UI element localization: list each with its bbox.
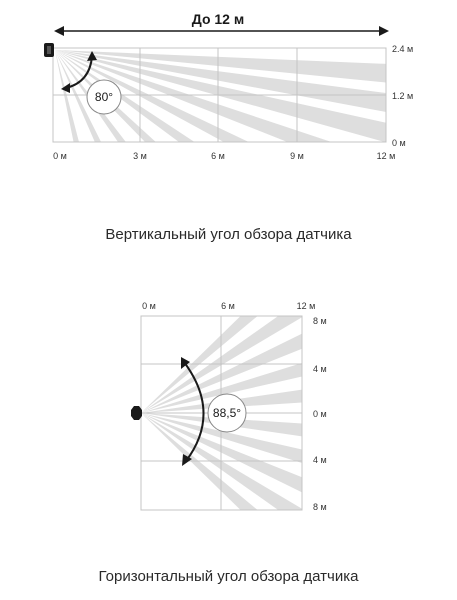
detection-beam bbox=[141, 263, 364, 413]
vertical-x-tick: 9 м bbox=[290, 151, 304, 161]
vertical-y-tick: 1.2 м bbox=[392, 91, 414, 101]
horizontal-caption: Горизонтальный угол обзора датчика bbox=[98, 568, 359, 585]
vertical-x-tick: 12 м bbox=[376, 151, 396, 161]
vertical-y-tick: 2.4 м bbox=[392, 44, 414, 54]
horizontal-y-tick: 8 м bbox=[313, 502, 327, 512]
horizontal-y-tick: 0 м bbox=[313, 409, 327, 419]
horizontal-x-tick: 6 м bbox=[221, 301, 235, 311]
detection-beam bbox=[141, 413, 364, 563]
horizontal-x-tick: 12 м bbox=[296, 301, 316, 311]
range-label: До 12 м bbox=[191, 11, 245, 27]
horizontal-x-tick: 0 м bbox=[142, 301, 156, 311]
vertical-sensor-icon bbox=[44, 43, 54, 57]
horizontal-angle-label: 88,5° bbox=[212, 406, 242, 420]
horizontal-y-tick: 4 м bbox=[313, 364, 327, 374]
range-arrow-head-right bbox=[379, 26, 389, 36]
vertical-y-tick: 0 м bbox=[392, 138, 406, 148]
vertical-x-tick: 3 м bbox=[133, 151, 147, 161]
horizontal-sensor-icon bbox=[131, 406, 142, 420]
vertical-x-tick: 0 м bbox=[53, 151, 67, 161]
range-arrow-head-left bbox=[54, 26, 64, 36]
horizontal-y-tick: 4 м bbox=[313, 455, 327, 465]
horizontal-diagram bbox=[131, 232, 400, 595]
vertical-angle-label: 80° bbox=[94, 90, 114, 104]
vertical-caption: Вертикальный угол обзора датчика bbox=[105, 226, 352, 243]
detection-beam bbox=[55, 50, 454, 205]
vertical-x-tick: 6 м bbox=[211, 151, 225, 161]
horizontal-y-tick: 8 м bbox=[313, 316, 327, 326]
